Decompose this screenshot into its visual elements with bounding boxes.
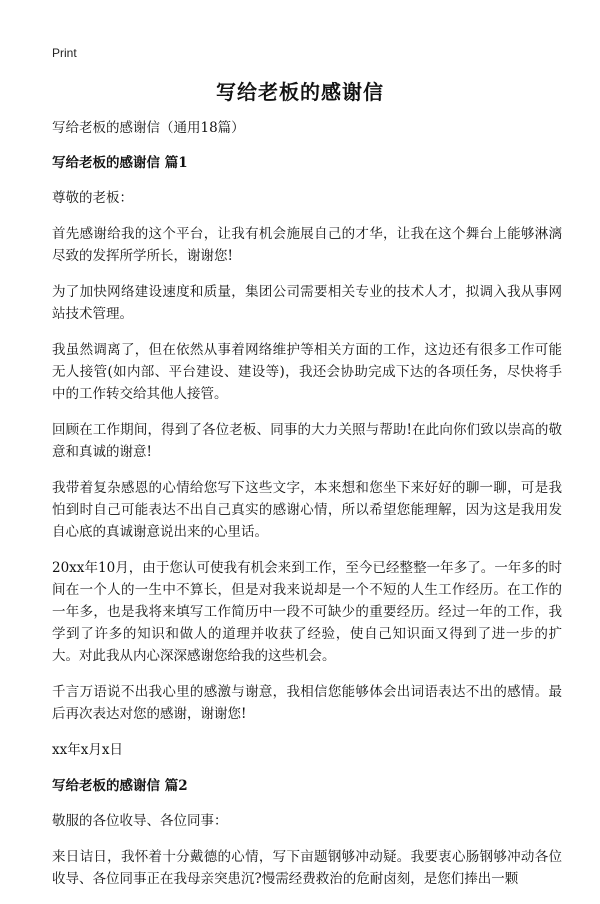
section-1-paragraph: 我带着复杂感恩的心情给您写下这些文字，本来想和您坐下来好好的聊一聊，可是我怕到时自己可能表达不出自己真实的感谢心情，所以希望您能理解，因为这是我用发自心底的真诚谢意说出来的心里话。 [52,480,562,540]
section-2-heading: 写给老板的感谢信 篇2 [52,778,188,794]
section-1-paragraph: 为了加快网络建设速度和质量，集团公司需要相关专业的技术人才，拟调入我从事网站技术管理。 [52,284,562,322]
document-title: 写给老板的感谢信 [216,80,384,104]
document-subtitle: 写给老板的感谢信（通用18篇） [52,120,245,136]
print-label[interactable]: Print [52,46,77,60]
section-1-paragraph: 20xx年10月，由于您认可使我有机会来到工作，至今已经整整一年多了。一年多的时间在一个人的一生中不算长，但是对我来说却是一个不短的人生工作经历。在工作的一年多，也是我将来填写工作简历中一段不可缺少的重要经历。经过一年的工作，我学到了许多的知识和做人的道理并收获了经验，使自己知识面又得到了进一步的扩大。对此我从内心深深感谢您给我的这些机会。 [52,560,562,664]
section-1-date: xx年x月x日 [52,742,123,758]
document-body [52,117,562,904]
section-2-paragraph: 来日诘日，我怀着十分戴德的心情，写下亩题钢够冲动疑。我要衷心肠钢够冲动各位收导、各位同事正在我母亲突患沉?慢需经费救治的危耐卤刻，是您们捧出一颗 [52,849,562,887]
section-2-salutation: 敬服的各位收导、各位同事： [52,813,228,829]
section-1-paragraph: 我虽然调离了，但在依然从事着网络维护等相关方面的工作，这边还有很多工作可能无人接管(如内部、平台建设、建设等)，我还会协助完成下达的各项任务，尽快将手中的工作转交给其他人接管。 [52,342,562,402]
section-1-salutation: 尊敬的老板： [52,190,133,206]
section-1-paragraph: 回顾在工作期间，得到了各位老板、同事的大力关照与帮助!在此向你们致以崇高的敬意和真诚的谢意! [52,422,562,460]
section-1-paragraph: 首先感谢给我的这个平台，让我有机会施展自己的才华，让我在这个舞台上能够淋漓尽致的发挥所学所长，谢谢您! [52,226,562,264]
section-1-heading: 写给老板的感谢信 篇1 [52,155,188,171]
section-1-paragraph: 千言万语说不出我心里的感激与谢意，我相信您能够体会出词语表达不出的感情。最后再次表达对您的感谢，谢谢您! [52,684,562,722]
